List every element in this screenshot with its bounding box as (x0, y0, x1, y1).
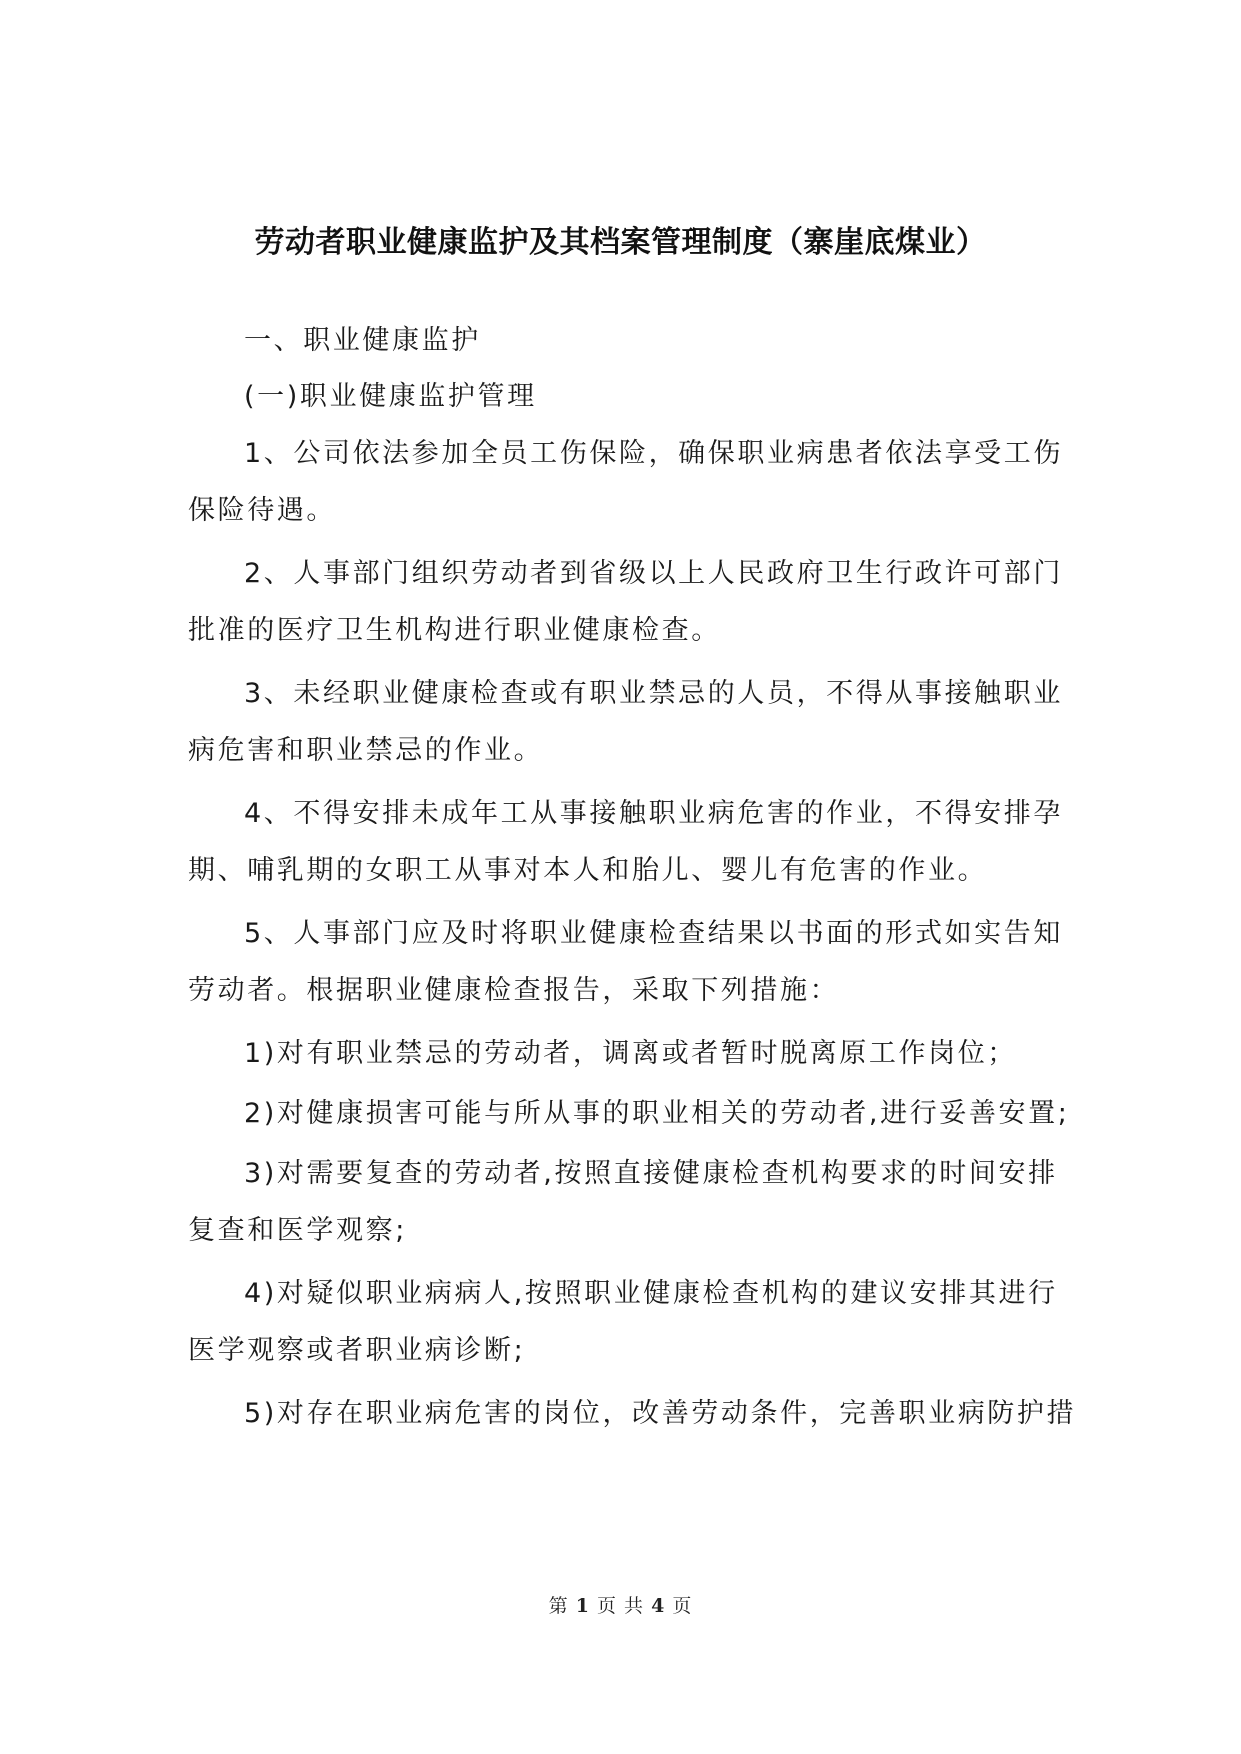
footer-prefix: 第 (548, 1595, 569, 1617)
list-item-line: 2)对健康损害可能与所从事的职业相关的劳动者,进行妥善安置; (244, 1098, 1070, 1129)
paragraph-line: 4、不得安排未成年工从事接触职业病危害的作业，不得安排孕 (244, 798, 1063, 829)
list-item-line: 1)对有职业禁忌的劳动者，调离或者暂时脱离原工作岗位； (244, 1038, 1017, 1069)
paragraph-line: 2、人事部门组织劳动者到省级以上人民政府卫生行政许可部门 (244, 558, 1063, 589)
footer-middle: 页 共 (596, 1595, 645, 1617)
subsection-heading: (一)职业健康监护管理 (244, 381, 537, 412)
paragraph-line: 1、公司依法参加全员工伤保险，确保职业病患者依法享受工伤 (244, 438, 1063, 469)
list-item-line: 医学观察或者职业病诊断; (188, 1335, 526, 1366)
paragraph-line: 批准的医疗卫生机构进行职业健康检查。 (188, 615, 721, 646)
paragraph-line: 保险待遇。 (188, 495, 336, 526)
footer-current-page: 1 (575, 1595, 590, 1617)
list-item-line: 复查和医学观察; (188, 1215, 407, 1246)
footer-suffix: 页 (672, 1595, 693, 1617)
document-title: 劳动者职业健康监护及其档案管理制度（寨崖底煤业） (254, 225, 987, 260)
list-item-line: 5)对存在职业病危害的岗位，改善劳动条件，完善职业病防护措 (244, 1398, 1077, 1429)
paragraph-line: 劳动者。根据职业健康检查报告，采取下列措施： (188, 975, 840, 1006)
list-item-line: 4)对疑似职业病病人,按照职业健康检查机构的建议安排其进行 (244, 1278, 1058, 1309)
paragraph-line: 5、人事部门应及时将职业健康检查结果以书面的形式如实告知 (244, 918, 1063, 949)
page-footer (0, 1594, 1241, 1618)
list-item-line: 3)对需要复查的劳动者,按照直接健康检查机构要求的时间安排 (244, 1158, 1058, 1189)
footer-total-pages: 4 (651, 1595, 666, 1617)
paragraph-line: 期、哺乳期的女职工从事对本人和胎儿、婴儿有危害的作业。 (188, 855, 988, 886)
paragraph-line: 病危害和职业禁忌的作业。 (188, 735, 544, 766)
paragraph-line: 3、未经职业健康检查或有职业禁忌的人员，不得从事接触职业 (244, 678, 1063, 709)
section-heading: 一、职业健康监护 (244, 325, 481, 356)
